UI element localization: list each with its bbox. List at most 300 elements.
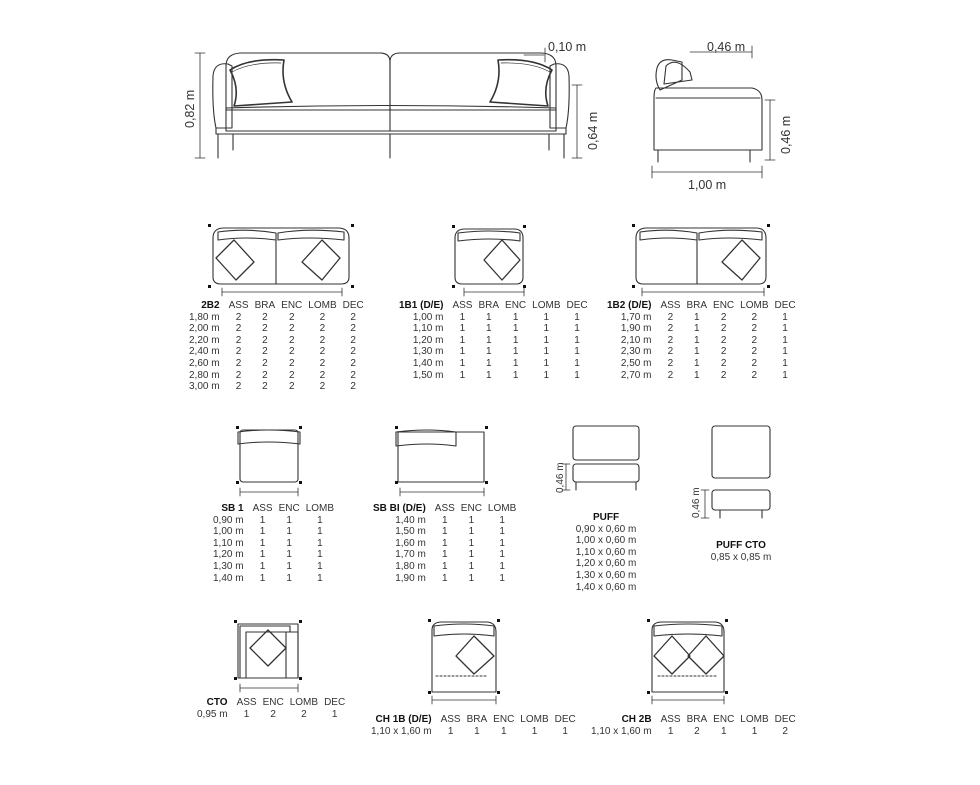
spec-header-row (588, 714, 799, 726)
spec-column-header: ENC (713, 714, 735, 725)
spec-header-row (396, 300, 591, 312)
count-cell: 1 (286, 526, 292, 538)
count-cell: 2 (262, 381, 268, 393)
count-cell: 1 (574, 346, 580, 358)
spec-column-header: ENC (713, 300, 735, 311)
count-cell: 1 (317, 514, 323, 526)
module-code: CTO (206, 697, 228, 708)
size-cell: 3,00 m (189, 381, 220, 393)
size-cell: 2,40 m (189, 346, 220, 358)
size-cell: 1,20 m (213, 549, 244, 561)
spec-table (370, 503, 519, 584)
count-cell: 1 (543, 357, 550, 369)
spec-table-sbbi (370, 503, 519, 584)
count-cell: 1 (468, 514, 475, 526)
count-cell: 1 (499, 560, 505, 572)
count-cell: 2 (235, 334, 242, 346)
spec-header-row (186, 300, 367, 312)
count-cell: 2 (350, 346, 356, 358)
count-cell: 2 (720, 334, 727, 346)
count-cell: 2 (667, 311, 674, 323)
dim-puff-height: 0,46 m (555, 462, 566, 493)
spec-header-row (370, 503, 519, 515)
spec-column-header: LOMB (532, 300, 561, 311)
size-cell: 1,90 m (620, 323, 652, 335)
count-cell: 2 (667, 357, 674, 369)
spec-row (370, 515, 519, 527)
count-cell: 1 (782, 369, 788, 381)
spec-column-header: DEC (566, 300, 588, 311)
count-cell: 1 (485, 323, 492, 335)
count-cell: 2 (262, 369, 268, 381)
spec-column-header: ASS (452, 300, 473, 311)
count-cell: 2 (262, 346, 268, 358)
count-cell: 1 (485, 334, 492, 346)
puff-size: 1,20 x 0,60 m (575, 558, 637, 570)
size-cell: 1,40 m (213, 572, 244, 584)
count-cell: 1 (243, 708, 250, 720)
size-cell: 1,50 m (395, 526, 426, 538)
spec-column-header: BRA (254, 300, 276, 311)
count-cell: 1 (447, 725, 454, 737)
spec-column-header: ENC (493, 714, 515, 725)
spec-row (370, 549, 519, 561)
spec-column-header: LOMB (308, 300, 337, 311)
size-cell: 1,00 m (213, 526, 244, 538)
count-cell: 2 (720, 357, 727, 369)
size-cell: 1,60 m (395, 537, 426, 549)
size-cell: 1,30 m (412, 346, 444, 358)
count-cell: 1 (562, 725, 568, 737)
spec-table (194, 697, 348, 720)
count-cell: 2 (288, 323, 295, 335)
size-cell: 1,10 x 1,60 m (591, 725, 652, 737)
spec-column-header: ENC (262, 697, 284, 708)
count-cell: 1 (259, 560, 266, 572)
count-cell: 1 (543, 369, 550, 381)
spec-column-header: BRA (686, 300, 708, 311)
count-cell: 2 (667, 334, 674, 346)
spec-table-ch1b (368, 714, 579, 737)
count-cell: 1 (468, 572, 475, 584)
count-cell: 1 (499, 526, 505, 538)
size-cell: 1,50 m (412, 369, 444, 381)
plan-sbbi (396, 430, 484, 496)
puff-cto-title: PUFF CTO (716, 540, 766, 551)
spec-row (194, 709, 348, 721)
count-cell: 1 (459, 323, 466, 335)
spec-column-header: ASS (660, 714, 681, 725)
count-cell: 2 (235, 311, 242, 323)
count-cell: 1 (499, 572, 505, 584)
size-cell: 1,90 m (395, 572, 426, 584)
count-cell: 2 (720, 346, 727, 358)
size-cell: 2,20 m (189, 334, 220, 346)
spec-row (186, 346, 367, 358)
count-cell: 2 (319, 381, 326, 393)
count-cell: 2 (288, 346, 295, 358)
spec-row (210, 549, 337, 561)
spec-column-header: LOMB (740, 300, 769, 311)
puff-caption (566, 512, 646, 593)
size-cell: 1,40 m (412, 357, 444, 369)
spec-row (186, 335, 367, 347)
count-cell: 1 (574, 323, 580, 335)
count-cell: 1 (693, 346, 700, 358)
count-cell: 2 (288, 369, 295, 381)
count-cell: 2 (751, 346, 758, 358)
count-cell: 1 (259, 526, 266, 538)
count-cell: 1 (286, 560, 292, 572)
spec-row (604, 346, 799, 358)
count-cell: 1 (751, 725, 758, 737)
front-elevation-sofa (195, 48, 582, 158)
count-cell: 2 (262, 323, 268, 335)
spec-row (370, 561, 519, 573)
count-cell: 1 (512, 369, 519, 381)
spec-row (186, 381, 367, 393)
spec-row (370, 573, 519, 585)
count-cell: 1 (782, 323, 788, 335)
count-cell: 1 (259, 549, 266, 561)
spec-header-row (368, 714, 579, 726)
count-cell: 1 (468, 526, 475, 538)
spec-column-header: LOMB (487, 503, 517, 514)
dim-side-width: 1,00 m (688, 178, 727, 192)
spec-column-header: ASS (434, 503, 455, 514)
count-cell: 1 (485, 311, 492, 323)
count-cell: 2 (667, 369, 674, 381)
spec-row (604, 370, 799, 382)
spec-row (588, 726, 799, 738)
spec-row (210, 538, 337, 550)
count-cell: 2 (319, 323, 326, 335)
count-cell: 1 (512, 357, 519, 369)
spec-row (370, 538, 519, 550)
dim-side-seat: 0,46 m (779, 115, 793, 154)
spec-row (604, 335, 799, 347)
spec-column-header: ASS (660, 300, 681, 311)
spec-column-header: ENC (460, 503, 482, 514)
count-cell: 1 (286, 549, 292, 561)
size-cell: 2,60 m (189, 357, 220, 369)
dim-front-seat: 0,64 m (586, 111, 600, 150)
plan-1b2 (636, 228, 766, 296)
count-cell: 1 (485, 357, 492, 369)
count-cell: 1 (442, 514, 448, 526)
side-elevation-sofa (652, 46, 775, 178)
module-code: 1B2 (D/E) (607, 300, 652, 311)
size-cell: 1,40 m (395, 514, 426, 526)
count-cell: 1 (317, 537, 323, 549)
count-cell: 2 (751, 311, 758, 323)
count-cell: 1 (574, 311, 580, 323)
size-cell: 1,10 m (412, 323, 444, 335)
count-cell: 1 (459, 311, 466, 323)
count-cell: 2 (720, 323, 727, 335)
spec-column-header: BRA (478, 300, 500, 311)
spec-header-row (604, 300, 799, 312)
spec-column-header: DEC (774, 714, 796, 725)
spec-column-header: ASS (236, 697, 257, 708)
count-cell: 1 (259, 572, 266, 584)
plan-ch1b (432, 622, 496, 704)
count-cell: 1 (442, 526, 448, 538)
spec-column-header: LOMB (305, 503, 335, 514)
count-cell: 1 (259, 514, 266, 526)
count-cell: 2 (319, 346, 326, 358)
spec-row (186, 370, 367, 382)
count-cell: 2 (235, 346, 242, 358)
size-cell: 2,00 m (189, 323, 220, 335)
spec-row (396, 323, 591, 335)
module-code: SB 1 (221, 503, 244, 514)
spec-column-header: ENC (278, 503, 300, 514)
count-cell: 1 (500, 725, 507, 737)
spec-row (604, 323, 799, 335)
spec-column-header: ENC (281, 300, 303, 311)
count-cell: 1 (720, 725, 727, 737)
count-cell: 2 (235, 357, 242, 369)
spec-table-1b1 (396, 300, 591, 381)
spec-column-header: ASS (228, 300, 249, 311)
count-cell: 2 (720, 369, 727, 381)
plan-sb1 (238, 430, 300, 496)
count-cell: 2 (262, 334, 268, 346)
size-cell: 2,10 m (620, 334, 652, 346)
puff-size: 0,90 x 0,60 m (575, 523, 637, 535)
count-cell: 2 (720, 311, 727, 323)
spec-table (588, 714, 799, 737)
count-cell: 1 (317, 526, 323, 538)
count-cell: 2 (751, 369, 758, 381)
size-cell: 1,30 m (213, 560, 244, 572)
size-cell: 1,10 m (213, 537, 244, 549)
spec-row (186, 358, 367, 370)
count-cell: 1 (317, 572, 323, 584)
count-cell: 2 (350, 381, 356, 393)
count-cell: 1 (286, 537, 292, 549)
spec-row (396, 358, 591, 370)
count-cell: 1 (499, 549, 505, 561)
count-cell: 1 (693, 334, 700, 346)
puff-size: 1,40 x 0,60 m (575, 581, 637, 593)
count-cell: 2 (782, 725, 788, 737)
count-cell: 1 (512, 346, 519, 358)
puff-size: 1,30 x 0,60 m (575, 569, 637, 581)
spec-row (396, 335, 591, 347)
count-cell: 2 (319, 369, 326, 381)
size-cell: 1,80 m (189, 311, 220, 323)
count-cell: 2 (288, 334, 295, 346)
count-cell: 2 (694, 725, 700, 737)
count-cell: 2 (319, 357, 326, 369)
spec-table-ch2b (588, 714, 799, 737)
module-code: 2B2 (201, 300, 220, 311)
spec-row (210, 526, 337, 538)
count-cell: 1 (574, 369, 580, 381)
module-code: CH 1B (D/E) (375, 714, 432, 725)
spec-table (186, 300, 367, 393)
count-cell: 1 (531, 725, 538, 737)
count-cell: 1 (442, 560, 448, 572)
count-cell: 1 (543, 323, 550, 335)
count-cell: 1 (468, 549, 475, 561)
size-cell: 1,70 m (395, 549, 426, 561)
count-cell: 1 (331, 708, 338, 720)
count-cell: 1 (543, 334, 550, 346)
count-cell: 1 (317, 560, 323, 572)
spec-column-header: LOMB (740, 714, 769, 725)
spec-column-header: LOMB (289, 697, 319, 708)
count-cell: 1 (474, 725, 480, 737)
spec-row (396, 370, 591, 382)
spec-row (368, 726, 579, 738)
size-cell: 2,50 m (620, 357, 652, 369)
count-cell: 2 (235, 323, 242, 335)
count-cell: 2 (751, 323, 758, 335)
spec-header-row (210, 503, 337, 515)
spec-row (370, 526, 519, 538)
plan-2b2 (213, 228, 349, 296)
size-cell: 1,10 x 1,60 m (371, 725, 432, 737)
count-cell: 1 (459, 369, 466, 381)
dim-puff-cto-height: 0,46 m (691, 487, 702, 518)
plan-ch2b (652, 622, 724, 704)
spec-table (396, 300, 591, 381)
count-cell: 1 (543, 346, 550, 358)
count-cell: 1 (499, 537, 505, 549)
count-cell: 1 (442, 537, 448, 549)
count-cell: 1 (459, 334, 466, 346)
size-cell: 2,70 m (620, 369, 652, 381)
spec-column-header: ASS (440, 714, 461, 725)
count-cell: 1 (459, 357, 466, 369)
dim-side-depth-top: 0,46 m (707, 40, 746, 54)
count-cell: 1 (693, 311, 700, 323)
count-cell: 1 (693, 369, 700, 381)
size-cell: 1,00 m (412, 311, 444, 323)
count-cell: 1 (485, 346, 492, 358)
count-cell: 2 (751, 357, 758, 369)
spec-row (186, 312, 367, 324)
puff-cto-size: 0,85 x 0,85 m (710, 551, 772, 563)
count-cell: 2 (288, 381, 295, 393)
count-cell: 1 (693, 357, 700, 369)
spec-table (210, 503, 337, 584)
spec-column-header: LOMB (520, 714, 549, 725)
spec-table-cto (194, 697, 348, 720)
count-cell: 2 (235, 369, 242, 381)
count-cell: 1 (286, 572, 292, 584)
spec-row (210, 573, 337, 585)
size-cell: 2,30 m (620, 346, 652, 358)
spec-table (368, 714, 579, 737)
count-cell: 2 (350, 311, 356, 323)
count-cell: 1 (442, 549, 448, 561)
plan-cto (238, 624, 298, 692)
plan-1b1 (455, 229, 524, 296)
puff-size: 1,00 x 0,60 m (575, 535, 637, 547)
count-cell: 1 (468, 560, 475, 572)
count-cell: 1 (459, 346, 466, 358)
count-cell: 2 (288, 311, 295, 323)
spec-row (604, 358, 799, 370)
count-cell: 1 (442, 572, 448, 584)
count-cell: 1 (693, 323, 700, 335)
count-cell: 2 (350, 369, 356, 381)
dim-front-top: 0,10 m (548, 40, 587, 54)
spec-table-sb1 (210, 503, 337, 584)
count-cell: 2 (319, 311, 326, 323)
size-cell: 0,90 m (213, 514, 244, 526)
count-cell: 1 (782, 357, 788, 369)
count-cell: 2 (270, 708, 276, 720)
count-cell: 2 (350, 334, 356, 346)
count-cell: 1 (499, 514, 505, 526)
spec-table (604, 300, 799, 381)
count-cell: 1 (259, 537, 266, 549)
spec-row (210, 561, 337, 573)
spec-column-header: DEC (342, 300, 364, 311)
puff-cto-caption (700, 540, 782, 563)
spec-row (210, 515, 337, 527)
spec-column-header: DEC (554, 714, 576, 725)
puff-title: PUFF (592, 512, 620, 523)
count-cell: 2 (350, 323, 356, 335)
spec-table-2b2 (186, 300, 367, 393)
size-cell: 0,95 m (197, 708, 228, 720)
count-cell: 2 (235, 381, 242, 393)
count-cell: 2 (288, 357, 295, 369)
count-cell: 1 (782, 346, 788, 358)
count-cell: 2 (751, 334, 758, 346)
spec-column-header: BRA (686, 714, 708, 725)
count-cell: 1 (485, 369, 492, 381)
count-cell: 1 (574, 357, 580, 369)
count-cell: 1 (543, 311, 550, 323)
count-cell: 2 (262, 311, 268, 323)
count-cell: 2 (350, 357, 356, 369)
count-cell: 1 (782, 311, 788, 323)
size-cell: 2,80 m (189, 369, 220, 381)
spec-column-header: ASS (252, 503, 273, 514)
count-cell: 1 (512, 323, 519, 335)
count-cell: 1 (667, 725, 674, 737)
count-cell: 1 (782, 334, 788, 346)
module-code: 1B1 (D/E) (399, 300, 444, 311)
spec-row (604, 312, 799, 324)
count-cell: 1 (512, 334, 519, 346)
module-code: CH 2B (621, 714, 652, 725)
count-cell: 2 (319, 334, 326, 346)
puff-size: 1,10 x 0,60 m (575, 546, 637, 558)
spec-row (396, 346, 591, 358)
puff-cto-drawing (701, 426, 770, 518)
spec-column-header: DEC (324, 697, 346, 708)
spec-header-row (194, 697, 348, 709)
spec-row (186, 323, 367, 335)
spec-column-header: DEC (774, 300, 796, 311)
count-cell: 1 (468, 537, 475, 549)
size-cell: 1,70 m (620, 311, 652, 323)
count-cell: 1 (512, 311, 519, 323)
count-cell: 1 (574, 334, 580, 346)
count-cell: 1 (286, 514, 292, 526)
count-cell: 1 (317, 549, 323, 561)
spec-table-1b2 (604, 300, 799, 381)
count-cell: 2 (301, 708, 307, 720)
